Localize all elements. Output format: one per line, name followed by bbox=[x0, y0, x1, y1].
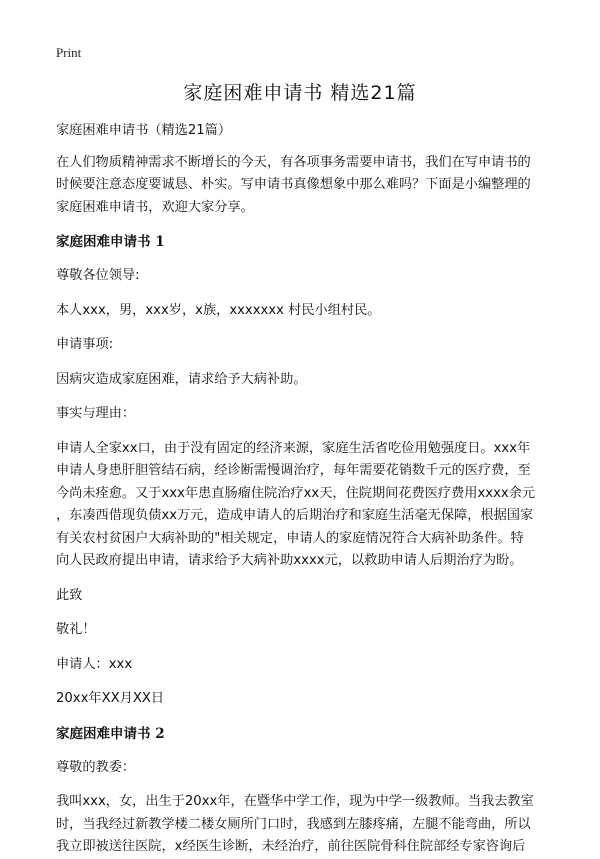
intro-line: 家庭困难申请书，欢迎大家分享。 bbox=[56, 199, 254, 215]
matter-text: 因病灾造成家庭困难，请求给予大病补助。 bbox=[56, 371, 307, 387]
intro-line: 时候要注意态度要诚恳、朴实。写申请书真像想象中那么难吗？下面是小编整理的 bbox=[56, 177, 531, 192]
reason-line: 有关农村贫困户大病补助的"相关规定，申请人的家庭情况符合大病补助条件。特 bbox=[56, 530, 524, 546]
subtitle: 家庭困难申请书（精选21篇） bbox=[56, 123, 232, 138]
salutation: 尊敬的教委： bbox=[56, 759, 136, 775]
section2-paragraph bbox=[56, 791, 546, 859]
body-line: 我立即被送往医院，x经医生诊断，未经治疗，前往医院骨科住院部经专家咨询后 bbox=[56, 839, 526, 854]
body-line: 我叫xxx，女，出生于20xx年，在暨华中学工作，现为中学一级教师。当我去教室 bbox=[56, 794, 534, 809]
date-line: 20xx年XX月XX日 bbox=[56, 691, 165, 706]
reason-line: 今尚未痊愈。又于xxx年患直肠瘤住院治疗xx天，住院期间花费医疗费用xxxx余元 bbox=[56, 485, 536, 501]
matter-label: 申请事项: bbox=[56, 337, 114, 352]
intro-paragraph bbox=[56, 152, 546, 220]
identity-line: 本人xxx，男，xxx岁，x族，xxxxxxx 村民小组村民。 bbox=[56, 302, 381, 318]
page-title: 家庭困难申请书 精选21篇 bbox=[183, 82, 417, 104]
section-heading-2: 家庭困难申请书 2 bbox=[56, 725, 165, 742]
reason-line: 申请人全家xx口，由于没有固定的经济来源，家庭生活省吃俭用勉强度日。xxx年 bbox=[56, 440, 531, 456]
print-label: Print bbox=[56, 45, 82, 60]
applicant-line: 申请人：xxx bbox=[56, 656, 133, 672]
document-body bbox=[56, 120, 546, 859]
reason-line: ，东凑西借现负债xx万元，造成申请人的后期治疗和家庭生活毫无保障，根据国家 bbox=[56, 508, 534, 523]
body-line: 时，当我经过新教学楼二楼女厕所门口时，我感到左膝疼痛，左腿不能弯曲，所以 bbox=[56, 816, 531, 832]
closing-line: 敬礼！ bbox=[56, 622, 96, 637]
section-heading-1: 家庭困难申请书 1 bbox=[56, 234, 165, 250]
reason-line: 申请人身患肝胆管结石病，经诊断需慢调治疗，每年需要花销数千元的医疗费，至 bbox=[56, 463, 531, 478]
closing-line: 此致 bbox=[56, 587, 83, 603]
intro-line: 在人们物质精神需求不断增长的今天，有各项事务需要申请书，我们在写申请书的 bbox=[56, 154, 531, 170]
reason-paragraph bbox=[56, 438, 546, 573]
salutation: 尊敬各位领导: bbox=[56, 268, 140, 283]
reason-label: 事实与理由： bbox=[56, 406, 136, 421]
reason-line: 向人民政府提出申请，请求给予大病补助xxxx元，以救助申请人后期治疗为盼。 bbox=[56, 553, 523, 568]
